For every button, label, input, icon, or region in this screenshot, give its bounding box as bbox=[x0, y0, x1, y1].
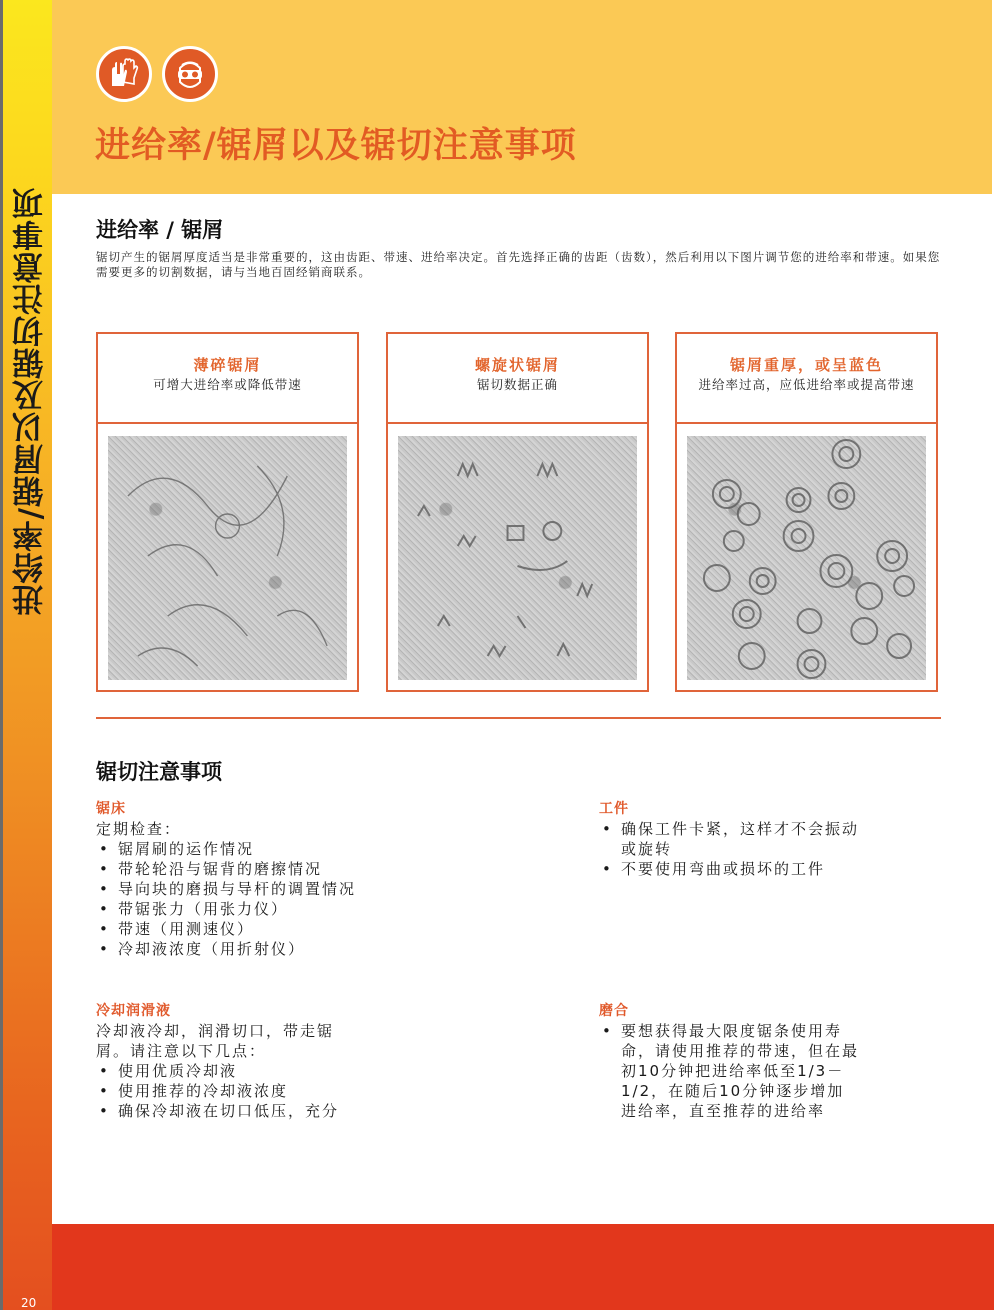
section-divider bbox=[96, 717, 941, 719]
saw-notes-lead: 定期检查： bbox=[96, 820, 182, 838]
coolant-notes-title: 冷却润滑液 bbox=[96, 1003, 171, 1019]
chip-card-title: 薄碎锯屑 bbox=[193, 356, 262, 374]
chip-card-title: 螺旋状锯屑 bbox=[474, 356, 560, 374]
list-item: • 要想获得最大限度锯条使用寿命，请使用推荐的带速，但在最初10分钟把进给率低至1/3－1/2，在随后10分钟逐步增加进给率，直至推荐的进给率 bbox=[599, 1021, 859, 1121]
saw-notes bbox=[96, 799, 356, 959]
footer-band bbox=[52, 1224, 994, 1310]
feed-intro-text: 锯切产生的锯屑厚度适当是非常重要的，这由齿距、带速、进给率决定。首先选择正确的齿距（齿数），然后利用以下图片调节您的进给率和带速。如果您需要更多的切割数据，请与当地百固经销商联系。 bbox=[96, 250, 941, 279]
chip-card-title: 锯屑重厚，或呈蓝色 bbox=[729, 356, 883, 374]
chip-card-thin bbox=[96, 332, 359, 692]
safety-goggles-icon bbox=[162, 46, 218, 102]
chip-card-desc: 可增大进给率或降低带速 bbox=[153, 377, 302, 392]
spiral-chips-photo bbox=[398, 436, 637, 680]
notes-section-title: 锯切注意事项 bbox=[96, 760, 222, 784]
side-title: 进给率/锯屑以及锯切注意事项 bbox=[12, 186, 49, 616]
workpiece-notes bbox=[599, 799, 859, 879]
break-in-notes-list bbox=[599, 1021, 859, 1121]
coolant-notes-list bbox=[96, 1061, 346, 1121]
break-in-notes-title: 磨合 bbox=[599, 1003, 629, 1019]
list-item: • 使用推荐的冷却液浓度 bbox=[96, 1081, 346, 1101]
heavy-chips-photo bbox=[687, 436, 926, 680]
coolant-notes-lead: 冷却液冷却，润滑切口，带走锯屑。请注意以下几点： bbox=[96, 1022, 335, 1060]
header-band bbox=[52, 0, 992, 194]
list-item: • 使用优质冷却液 bbox=[96, 1061, 346, 1081]
break-in-notes bbox=[599, 1001, 859, 1121]
side-strip bbox=[0, 0, 52, 1310]
page-number: 20 bbox=[21, 1296, 37, 1310]
safety-icons bbox=[96, 46, 218, 102]
list-item: • 锯屑刷的运作情况 bbox=[96, 839, 356, 859]
saw-notes-list bbox=[96, 839, 356, 959]
saw-notes-title: 锯床 bbox=[96, 801, 126, 817]
workpiece-notes-list bbox=[599, 819, 859, 879]
thin-chips-photo bbox=[108, 436, 347, 680]
chip-card-heavy bbox=[675, 332, 938, 692]
list-item: • 带锯张力（用张力仪） bbox=[96, 899, 356, 919]
list-item: • 冷却液浓度（用折射仪） bbox=[96, 939, 356, 959]
list-item: • 确保工件卡紧，这样才不会振动或旋转 bbox=[599, 819, 859, 859]
list-item: • 不要使用弯曲或损坏的工件 bbox=[599, 859, 859, 879]
list-item: • 确保冷却液在切口低压，充分 bbox=[96, 1101, 346, 1121]
page-title: 进给率/锯屑以及锯切注意事项 bbox=[95, 126, 577, 166]
list-item: • 带速（用测速仪） bbox=[96, 919, 356, 939]
chip-card-desc: 进给率过高，应低进给率或提高带速 bbox=[698, 377, 915, 392]
chip-card-spiral bbox=[386, 332, 649, 692]
list-item: • 带轮轮沿与锯背的磨擦情况 bbox=[96, 859, 356, 879]
workpiece-notes-title: 工件 bbox=[599, 801, 629, 817]
gloves-icon bbox=[96, 46, 152, 102]
chip-card-desc: 锯切数据正确 bbox=[476, 377, 558, 392]
coolant-notes bbox=[96, 1001, 346, 1121]
list-item: • 导向块的磨损与导杆的调置情况 bbox=[96, 879, 356, 899]
feed-section-title: 进给率 / 锯屑 bbox=[96, 218, 224, 242]
